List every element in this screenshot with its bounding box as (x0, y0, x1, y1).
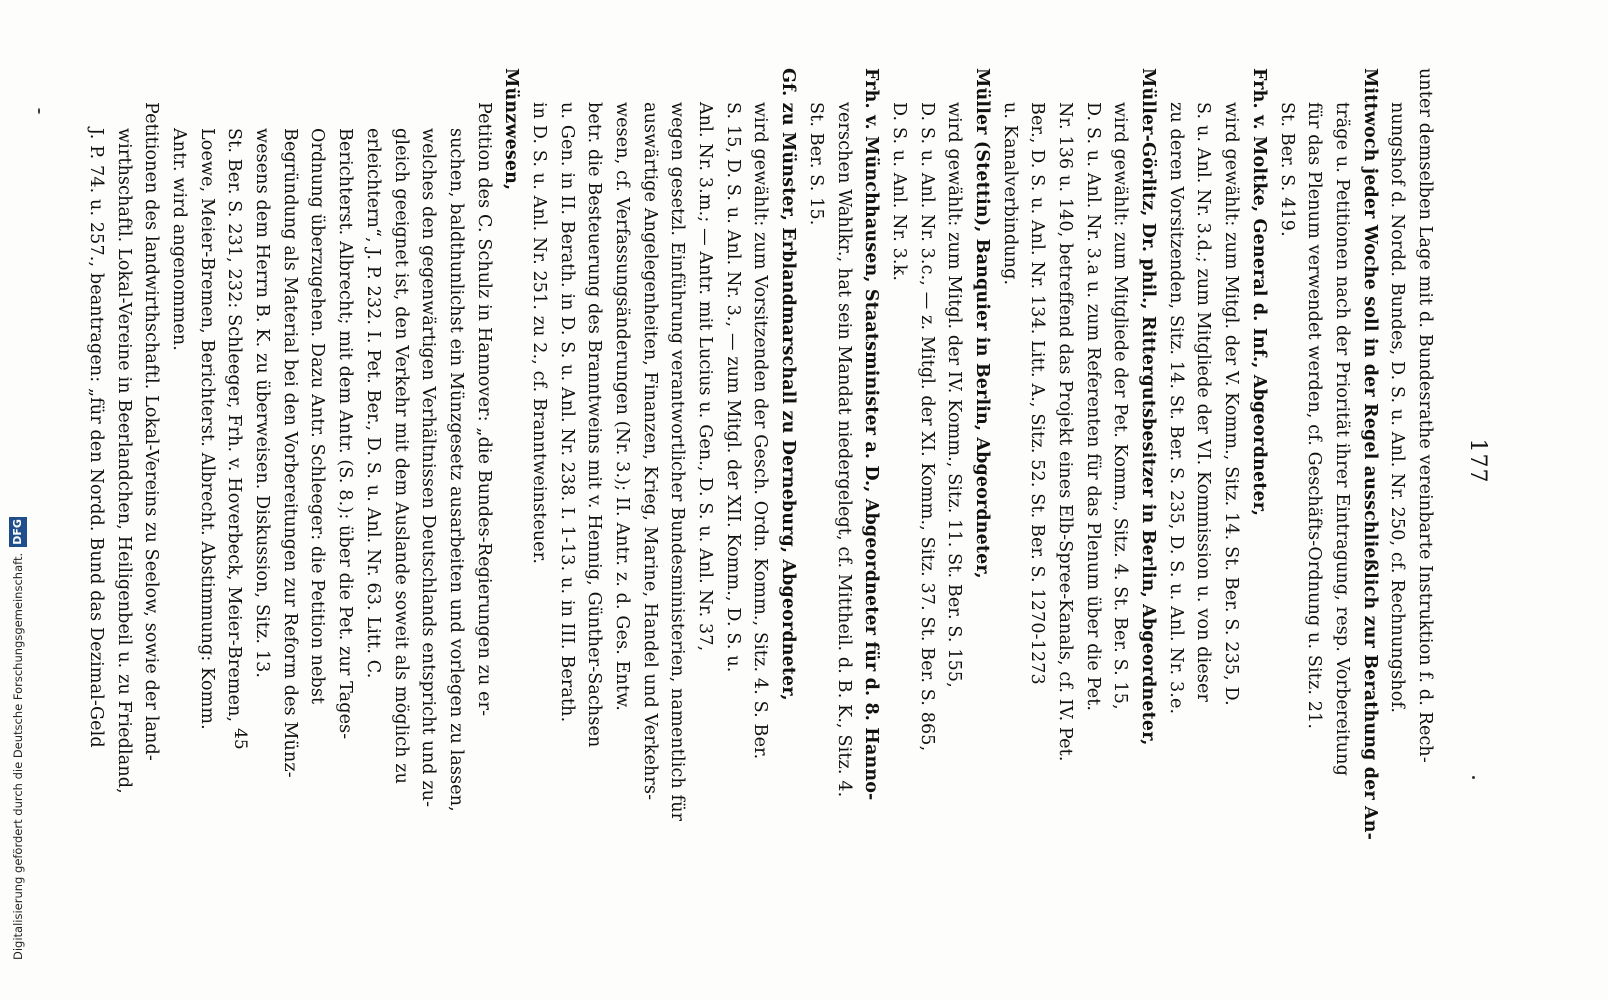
text-line: suchen, baldthunlichst ein Münzgesetz ausarbeiten und vorlegen zu lassen, (445, 128, 466, 812)
entry-heading: Gf. zu Münster, Erblandmarschall zu Derneburg, Abgeordneter, (778, 68, 799, 701)
text-line: D. S. u. Anl. Nr. 3.a u. zum Referenten für das Plenum über die Pet. (1082, 102, 1103, 712)
text-line: Nr. 136 u. 140, betreffend das Projekt eines Elb-Spree-Kanals, cf. IV. Pet. (1055, 102, 1076, 762)
rotated-page (86, 68, 1490, 968)
text-line: wird gewählt: zum Mitgl. der V. Komm., Sitz. 14. St. Ber. S. 235, D. (1221, 102, 1242, 706)
text-line: gleich geeignet ist, den Verkehr mit dem Auslande soweit als möglich zu (390, 128, 411, 785)
text-line: Petitionen des landwirthschaftl. Lokal-Vereins zu Seelow, sowie der land- (141, 102, 162, 761)
text-line: wird gewählt: zum Mitgl. der IV. Komm., Sitz. 11. St. Ber. S. 155, (944, 102, 965, 688)
entry-heading: Mittwoch jeder Woche soll in der Regel ausschließlich zur Berathung der An- (1359, 68, 1380, 841)
text-line: Petition des C. Schulz in Hannover: „die Bundes-Regierungen zu er- (473, 102, 494, 717)
text-line: unter demselben Lage mit d. Bundesrathe vereinbarte Instruktion f. d. Rech- (1415, 68, 1435, 763)
entry-heading: Frh. v. Moltke, General d. Inf., Abgeordneter, (1248, 68, 1269, 517)
entry-heading: Müller-Görlitz, Dr. phil., Rittergutsbesitzer in Berlin, Abgeordneter, (1138, 68, 1159, 746)
text-line: Loewe, Meier-Bremen, Berichterst. Albrecht. Abstimmung: Komm. (196, 128, 217, 730)
text-line: St. Ber. S. 419. (1276, 102, 1297, 237)
text-line: für das Plenum verwendet werden, cf. Geschäfts-Ordnung u. Sitz. 21. (1304, 102, 1325, 730)
entry-heading: Münzwesen, (501, 68, 522, 191)
text-line: D. S. u. Anl. Nr. 3.k. (888, 102, 909, 282)
text-line: D. S. u. Anl. Nr. 3.c., — z. Mitgl. der XI. Komm., Sitz. 37. St. Ber. S. 865, (916, 102, 937, 752)
text-line: J. P. 74. u. 257., beantragen: „für den Nordd. Bund das Dezimal-Geld (86, 128, 106, 748)
text-line: träge u. Petitionen nach der Priorität ihrer Eintragung, resp. Vorbereitung (1331, 102, 1352, 777)
text-line: S. u. Anl. Nr. 3.d.; zum Mitgliede der VI. Kommission u. von dieser (1193, 102, 1214, 702)
text-line: wird gewählt: zum Mitgliede der Pet. Komm., Sitz. 4. St. Ber. S. 15, (1110, 102, 1131, 710)
text-line: u. Kanalverbindung. (999, 102, 1020, 286)
text-line: Ber., D. S. u. Anl. Nr. 134. Litt. A., Sitz. 52. St. Ber. S. 1270-1273 (1027, 102, 1048, 685)
text-line: Anl. Nr. 3.m.; — Antr. mit Lucius u. Gen., D. S. u. Anl. Nr. 37, (695, 102, 716, 652)
entry-heading: Müller (Stettin), Banquier in Berlin, Abgeordneter, (972, 68, 992, 579)
text-line: Berichterst. Albrecht; mit dem Antr. (S. 8.): über die Pet. zur Tages- (335, 128, 356, 740)
text-line: S. 15, D. S. u. Anl. Nr. 3., — zum Mitgl. der XII. Komm., D. S. u. (722, 102, 743, 673)
scan-speck (1472, 776, 1475, 779)
signature-mark: 45 (230, 728, 250, 750)
text-line: in D. S. u. Anl. Nr. 251. zu 2., cf. Branntweinsteuer. (529, 102, 549, 565)
text-line: Antr. wird angenommen. (169, 128, 190, 351)
text-line: wegen gesetzl. Einführung verantwortlicher Bundesministerien, namentlich für (667, 102, 688, 822)
text-line: St. Ber. S. 15. (805, 102, 826, 226)
text-line: Ordnung überzugehen. Dazu Antr. Schleeger: die Petition nebst (307, 128, 328, 705)
digitization-credit (6, 0, 30, 1000)
entry-heading: Frh. v. Münchhausen, Staatsminister a. D., Abgeordneter für d. 8. Hanno- (861, 68, 882, 801)
text-line: Begründung als Material bei den Vorbereitungen zur Reform des Münz- (279, 128, 300, 778)
text-line: verschen Wahlkr., hat sein Mandat niedergelegt, cf. Mittheil. d. B. K., Sitz. 4. (833, 102, 854, 798)
text-line: wirthschaftl. Lokal-Vereine in Beerlandchen, Heiligenbeil u. zu Friedland, (113, 128, 134, 794)
credit-text: Digitalisierung gefördert durch die Deutsche Forschungsgemeinschaft. (11, 552, 25, 960)
text-line: welches den gegenwärtigen Verhältnissen Deutschlands entspricht und zu- (418, 128, 439, 808)
text-line: betr. die Besteuerung des Branntweins mit v. Hennig, Günther-Sachsen (584, 102, 605, 748)
text-line: zu deren Vorsitzenden, Sitz. 14. St. Ber. S. 235, D. S. u. Anl. Nr. 3.e. (1165, 102, 1186, 715)
text-line: nungshof d. Nordd. Bundes, D. S. u. Anl. Nr. 250, cf. Rechnungshof. (1387, 102, 1408, 714)
text-line: u. Gen. in II. Berath. in D. S. u. Anl. Nr. 238. I. 1-13. u. in III. Berath. (556, 102, 577, 723)
text-line: wird gewählt: zum Vorsitzenden der Gesch. Ordn. Komm., Sitz. 4. S. Ber. (750, 102, 771, 760)
text-column (81, 68, 1438, 936)
text-line: wesen, cf. Verfassungsänderungen (Nr. 3.); II. Antr. z. d. Ges. Entw. (612, 102, 633, 711)
text-line: St. Ber. S. 231, 232: Schleeger, Frh. v. Hoverbeck, Meier-Bremen, (224, 128, 245, 723)
text-line: auswärtige Angelegenheiten, Finanzen, Krieg, Marine, Handel und Verkehrs- (639, 102, 660, 801)
dfg-logo: DFG (9, 517, 27, 547)
scan-speck (38, 108, 40, 114)
page-number: 177 (1465, 438, 1490, 484)
text-line: erleichtern“, J. P. 232. I. Pet. Ber., D. S. u. Anl. Nr. 63. Litt. C. (362, 128, 383, 679)
text-line: wesens dem Herrn B. K. zu überweisen. Diskussion, Sitz. 13. (252, 128, 273, 679)
